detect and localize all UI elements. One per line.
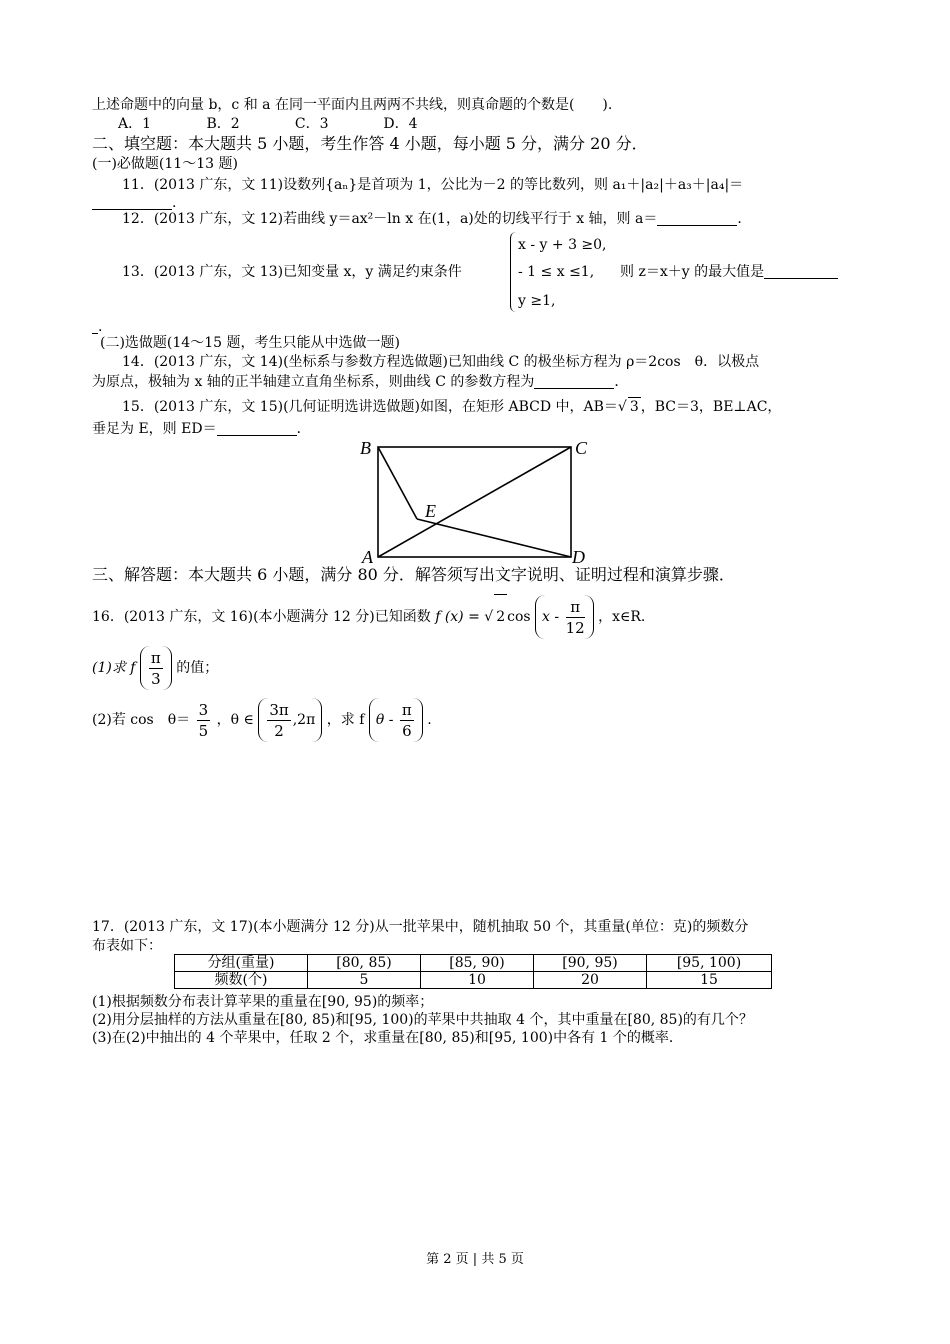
q16-domain: ，x∈R. bbox=[598, 609, 646, 625]
q16-p1-suffix: 的值； bbox=[176, 660, 219, 676]
q16-p2-int-tail: ,2π bbox=[292, 712, 316, 728]
q13-constraint-3: y ≥1, bbox=[518, 293, 556, 309]
q16-p2-cos-den: 5 bbox=[198, 721, 209, 740]
q15-line2-wrap: 垂足为 E，则 ED＝ ． bbox=[92, 421, 311, 437]
table-header-cell: [80, 85) bbox=[308, 955, 421, 972]
q16-p2-arg bbox=[369, 698, 423, 742]
section2-sub2: (二)选做题(14～15 题，考生只能从中选做一题) bbox=[100, 335, 400, 351]
q16-x: x - bbox=[542, 609, 560, 625]
q15-line2: 垂足为 E，则 ED＝ bbox=[92, 421, 217, 437]
q17-part2: (2)用分层抽样的方法从重量在[80, 85)和[95, 100)的苹果中共抽取 4 个，其中重量在[80, 85)的有几个？ bbox=[92, 1012, 753, 1028]
q16-part2 bbox=[92, 698, 432, 742]
q16-p1-prefix: (1)求 f bbox=[92, 660, 136, 676]
q14-blank[interactable] bbox=[534, 374, 614, 389]
q16-p2-int-den: 2 bbox=[274, 721, 284, 740]
label-a: A bbox=[362, 547, 373, 567]
q15-blank[interactable] bbox=[217, 421, 297, 436]
q16-p2-end: . bbox=[427, 712, 432, 728]
table-cell: 5 bbox=[308, 972, 421, 989]
q11-text: 11．(2013 广东，文 11)设数列{aₙ}是首项为 1，公比为－2 的等比数列，则 a₁＋|a₂|＋a₃＋|a₄|＝ bbox=[122, 177, 744, 193]
section2-heading: 二、填空题：本大题共 5 小题，考生作答 4 小题，每小题 5 分，满分 20 分． bbox=[92, 134, 648, 153]
label-b: B bbox=[360, 438, 371, 458]
q16-fx: f (x) = bbox=[435, 609, 480, 625]
q16-p1-frac bbox=[149, 648, 163, 689]
table-header-cell: 分组(重量) bbox=[175, 955, 308, 972]
q16-p1-num: π bbox=[150, 648, 161, 667]
q16-p2-prefix: (2)若 cos θ＝ bbox=[92, 712, 191, 728]
q16-cos: cos bbox=[507, 609, 531, 625]
section3-heading: 三、解答题：本大题共 6 小题，满分 80 分．解答须写出文字说明、证明过程和演算步骤． bbox=[92, 565, 735, 584]
q15-line1a: 15．(2013 广东，文 15)(几何证明选讲选做题)如图，在矩形 ABCD 中，AB＝ bbox=[122, 399, 618, 415]
q16-p2-interval bbox=[258, 698, 322, 742]
q17-part3: (3)在(2)中抽出的 4 个苹果中，任取 2 个，求重量在[80, 85)和[95, 100)中各有 1 个的概率． bbox=[92, 1030, 683, 1046]
table-header-cell: [95, 100) bbox=[647, 955, 772, 972]
q11-blank[interactable] bbox=[92, 195, 172, 210]
q15-sqrt3: 3 bbox=[629, 399, 639, 415]
q15-line1 bbox=[122, 397, 781, 416]
q13-constraint-1: x - y + 3 ≥0, bbox=[518, 237, 607, 253]
page-footer: 第 2 页 | 共 5 页 bbox=[426, 1252, 524, 1267]
q16-twelve: 12 bbox=[565, 618, 585, 637]
q16-p2-theta: θ - bbox=[375, 712, 394, 728]
q16-p1-den: 3 bbox=[151, 669, 161, 688]
q16-p2-int-num: 3π bbox=[269, 700, 289, 719]
q13-tail bbox=[620, 263, 838, 281]
option-b: B．2 bbox=[206, 116, 240, 132]
q17-part1: (1)根据频数分布表计算苹果的重量在[90, 95)的频率； bbox=[92, 994, 434, 1010]
q13-constraint-2: - 1 ≤ x ≤1, bbox=[518, 264, 595, 280]
option-d: D．4 bbox=[383, 116, 418, 132]
q17-line2: 布表如下： bbox=[92, 938, 162, 954]
intro-options bbox=[118, 115, 418, 133]
q14-line2: 为原点，极轴为 x 轴的正半轴建立直角坐标系，则曲线 C 的参数方程为 bbox=[92, 374, 535, 390]
q14-line2-wrap: 为原点，极轴为 x 轴的正半轴建立直角坐标系，则曲线 C 的参数方程为 ． bbox=[92, 374, 629, 390]
table-row bbox=[175, 972, 772, 989]
q13-tail-text: 则 z＝x＋y 的最大值是 bbox=[620, 264, 765, 280]
table-cell: 15 bbox=[647, 972, 772, 989]
table-header-row bbox=[175, 955, 772, 972]
q16-part1 bbox=[92, 646, 218, 690]
q16-sqrt2: 2 bbox=[494, 594, 507, 639]
sqrt-icon: √ bbox=[484, 609, 494, 625]
q14-line1: 14．(2013 广东，文 14)(坐标系与参数方程选做题)已知曲线 C 的极坐标方程为 ρ＝2cos θ．以极点 bbox=[122, 354, 760, 370]
q13-text: 13．(2013 广东，文 13)已知变量 x，y 满足约束条件 bbox=[122, 264, 462, 280]
option-c: C．3 bbox=[294, 116, 329, 132]
intro-line: 上述命题中的向量 b，c 和 a 在同一平面内且两两不共线，则真命题的个数是( ). bbox=[92, 97, 613, 113]
q16-line bbox=[92, 594, 645, 638]
table-header-cell: [85, 90) bbox=[421, 955, 534, 972]
table-cell: 20 bbox=[534, 972, 647, 989]
segment-be bbox=[378, 447, 417, 519]
table-cell: 10 bbox=[421, 972, 534, 989]
rectangle-figure bbox=[350, 432, 600, 572]
q16-p2-int-frac bbox=[267, 700, 290, 741]
label-e: E bbox=[425, 501, 436, 521]
q16-paren bbox=[535, 595, 594, 639]
label-c: C bbox=[575, 438, 588, 458]
q12: 12．(2013 广东，文 12)若曲线 y＝ax²－ln x 在(1，a)处的切线平行于 x 轴，则 a＝ ． bbox=[122, 211, 752, 227]
q16-p2-mid: ，θ ∈ bbox=[216, 712, 254, 728]
q16-frac bbox=[566, 597, 585, 638]
sqrt-icon: √ bbox=[617, 399, 627, 415]
q13-blank-end bbox=[92, 327, 98, 334]
q13-blank[interactable] bbox=[764, 264, 838, 279]
q16-prefix: 16．(2013 广东，文 16)(本小题满分 12 分)已知函数 bbox=[92, 609, 431, 625]
segment-ed bbox=[417, 519, 571, 557]
frequency-table bbox=[174, 954, 772, 989]
q13-period: . bbox=[92, 318, 102, 336]
q16-pi: π bbox=[566, 597, 585, 618]
table-header-cell: [90, 95) bbox=[534, 955, 647, 972]
q11-answer-line: . bbox=[92, 194, 176, 212]
q16-p2-ask: ，求 f bbox=[326, 712, 365, 728]
label-d: D bbox=[572, 547, 585, 567]
section2-sub1: (一)必做题(11～13 题) bbox=[92, 156, 238, 172]
q17-line1: 17．(2013 广东，文 17)(本小题满分 12 分)从一批苹果中，随机抽取 50 个，其重量(单位：克)的频数分 bbox=[92, 919, 749, 935]
q16-p2-six: 6 bbox=[402, 721, 412, 740]
q12-blank[interactable] bbox=[657, 211, 737, 226]
table-cell: 频数(个) bbox=[175, 972, 308, 989]
option-a: A．1 bbox=[118, 116, 152, 132]
q16-p2-pi: π bbox=[401, 700, 412, 719]
q15-line1b: ，BC＝3，BE⊥AC， bbox=[640, 399, 782, 415]
q16-p2-cos-frac bbox=[197, 700, 211, 741]
q16-p2-cos-num: 3 bbox=[198, 700, 209, 719]
q12-text: 12．(2013 广东，文 12)若曲线 y＝ax²－ln x 在(1，a)处的切线平行于 x 轴，则 a＝ bbox=[122, 211, 658, 227]
q16-p2-arg-frac bbox=[400, 700, 414, 741]
q16-p1-paren bbox=[140, 646, 172, 690]
